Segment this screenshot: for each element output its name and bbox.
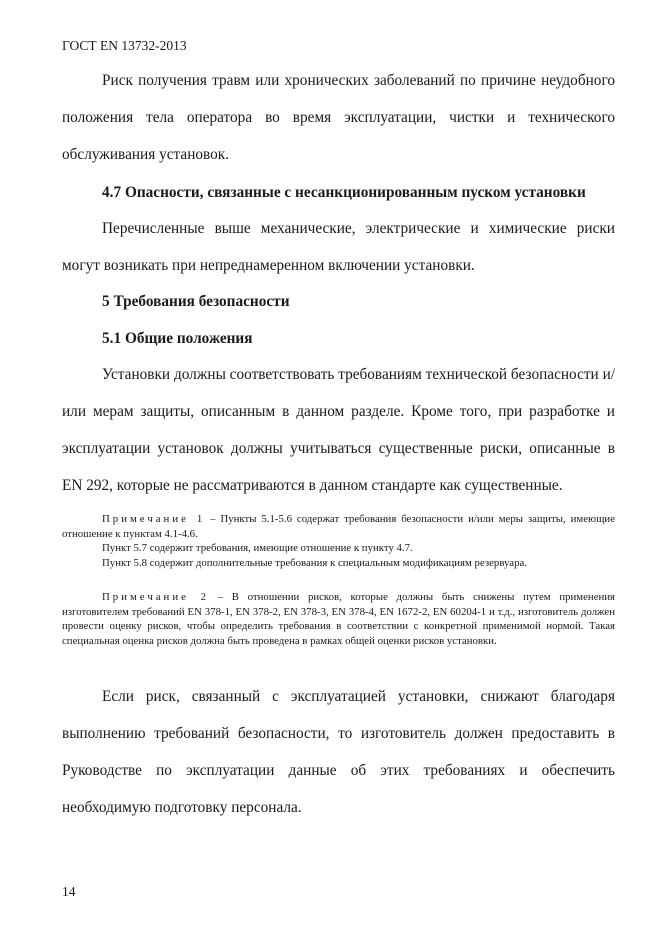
document-code-header: ГОСТ EN 13732-2013 — [62, 38, 187, 53]
heading-4-7: 4.7 Опасности, связанные с несанкционированным пуском установки — [102, 184, 586, 201]
paragraph-operator-manual: Если риск, связанный с эксплуатацией установки, снижают благодаря выполнению требований безопасности, то изготовитель должен предоставить в Руководстве по эксплуатации данные об этих требованиях и обеспечить необходимую подготовку персонала. — [62, 688, 615, 816]
paragraph-ergonomic-risk: Риск получения травм или хронических заболеваний по причине неудобного положения тела оператора во время эксплуатации, чистки и технического обслуживания установок. — [62, 72, 615, 163]
note-1-line-2: Пункт 5.7 содержит требования, имеющие отношение к пункту 4.7. — [102, 542, 413, 555]
note-2-label: Примечание 2 — [102, 591, 209, 603]
note-2: Примечание 2 – В отношении рисков, которые должны быть снижены путем применения изготовителем требований EN 378-1, EN 378-2, EN 378-3, EN 378-4, EN 1672-2, EN 60204-1 и т.д., изготовитель должен провести оценку рисков, чтобы определить требования в соответствии с конкретной применимой нормой. Такая специальная оценка рисков должна быть проведена в рамках общей оценки рисков установки. — [62, 591, 616, 647]
heading-5-1: 5.1 Общие положения — [102, 330, 253, 347]
note-1: Примечание 1 – Пункты 5.1-5.6 содержат требования безопасности и/или меры защиты, имеющие отношение к пунктам 4.1-4.6. Пункт 5.7 содержит требования, имеющие отношение к пункту 4.7. Пункт 5.8 содержит дополнительные требования к специальным модификациям резервуара. — [62, 513, 615, 569]
note-1-line-3: Пункт 5.8 содержит дополнительные требования к специальным модификациям резервуара. — [102, 556, 527, 569]
paragraph-general-requirements: Установки должны соответствовать требованиям технической безопасности и/или мерам защиты, описанным в данном разделе. Кроме того, при разработке и эксплуатации установок должны учитываться существенные риски, описанные в EN 292, которые не рассматриваются в данном стандарте как существенные. — [62, 366, 615, 494]
note-1-label: Примечание 1 — [102, 513, 206, 525]
page-number: 14 — [62, 884, 76, 899]
paragraph-unintended-start: Перечисленные выше механические, электрические и химические риски могут возникать при непреднамеренном включении установки. — [62, 220, 615, 274]
heading-5: 5 Требования безопасности — [102, 293, 290, 310]
